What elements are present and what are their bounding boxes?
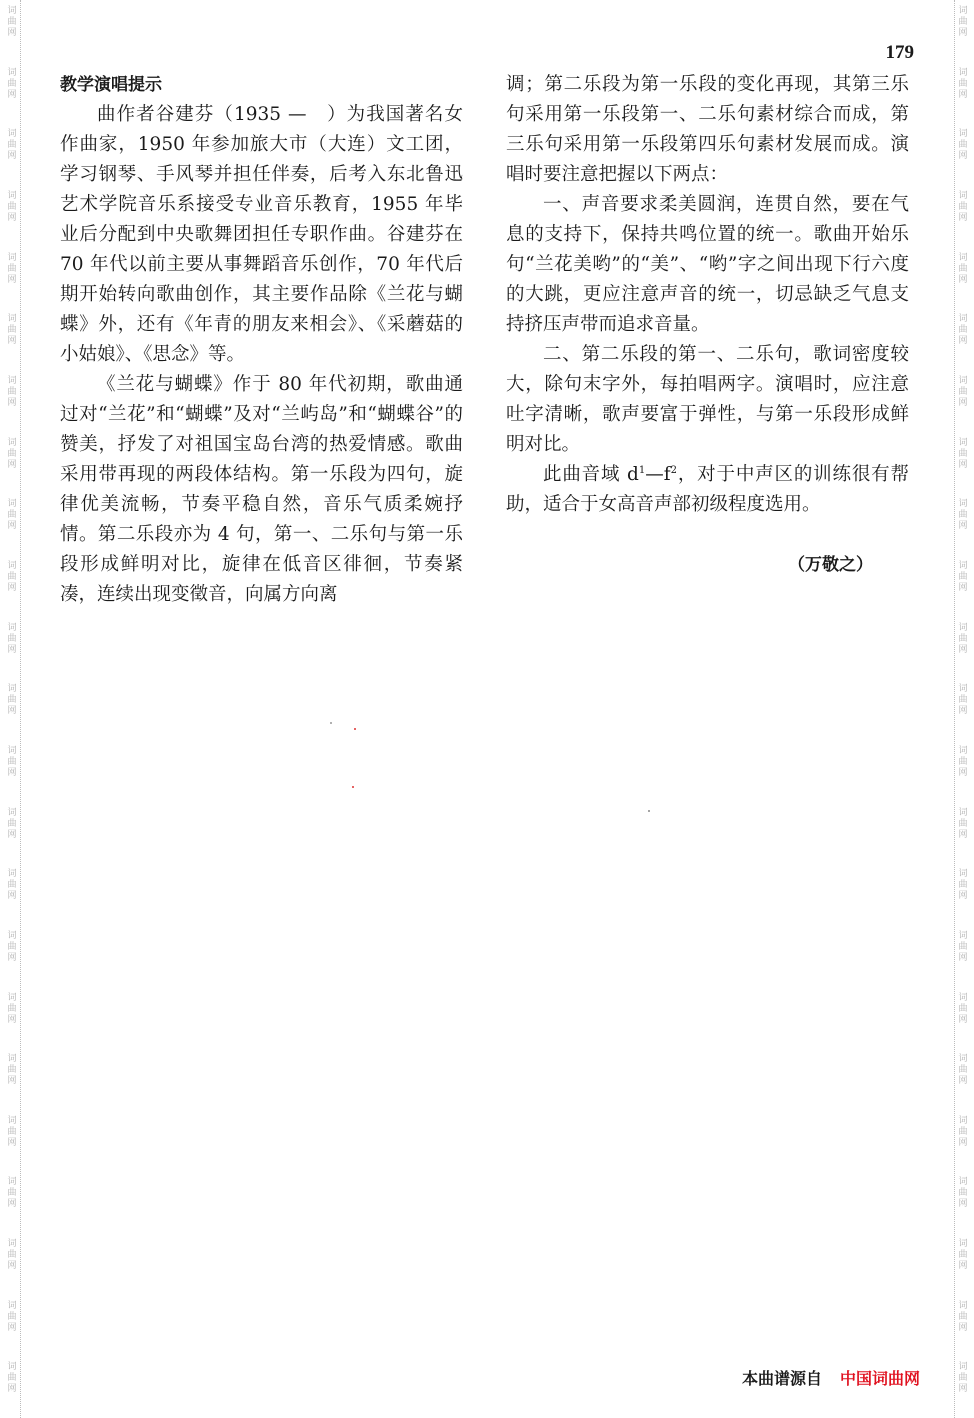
watermark-char: 曲 [958,695,968,706]
watermark-group [7,1356,16,1418]
watermark-char: 词 [958,6,968,16]
watermark-char: 曲 [958,1311,968,1322]
page-number: 179 [885,42,914,63]
watermark-char: 网 [958,1199,968,1210]
watermark-char: 曲 [958,1003,968,1014]
watermark-char: 曲 [7,880,17,891]
watermark-group [7,123,16,185]
watermark-char: 网 [958,89,968,100]
watermark-char: 曲 [7,1126,17,1137]
watermark-char: 词 [7,1300,17,1311]
watermark-group [958,493,967,555]
watermark-char: 曲 [958,1373,968,1384]
watermark-char: 词 [958,992,968,1003]
watermark-group [958,0,967,62]
left-column [60,70,463,610]
watermark-group [7,987,16,1049]
watermark-char: 曲 [958,263,968,274]
watermark-char: 网 [958,1322,968,1333]
watermark-group [7,1110,16,1172]
watermark-char: 词 [7,499,17,510]
watermark-group [958,1233,967,1295]
watermark-char: 词 [958,622,968,633]
watermark-char: 网 [7,952,17,963]
author-signature: （万敬之） [788,555,873,575]
watermark-char: 网 [7,1322,17,1333]
watermark-char: 词 [7,1177,17,1188]
watermark-char: 曲 [7,17,17,27]
range-sup-1: 1 [638,464,646,476]
watermark-char: 网 [958,1384,968,1395]
watermark-char: 曲 [7,941,17,952]
paragraph-point-two: 二、第二乐段的第一、二乐句，歌词密度较大，除句末字外，每拍唱两字。演唱时，应注意吐字清晰，歌声要富于弹性，与第一乐段形成鲜明对比。 [506,344,909,455]
watermark-char: 网 [958,1076,968,1087]
source-footer [742,1366,920,1389]
watermark-group [958,678,967,740]
watermark-char: 曲 [7,633,17,644]
watermark-char: 词 [7,67,17,78]
watermark-char: 网 [7,397,17,408]
watermark-char: 网 [958,891,968,902]
watermark-char: 曲 [958,941,968,952]
watermark-char: 词 [7,1362,17,1373]
watermark-char: 网 [958,336,968,347]
right-watermark-strip [954,0,971,1418]
watermark-char: 词 [7,807,17,818]
watermark-group [7,370,16,432]
watermark-char: 词 [958,560,968,571]
watermark-char: 网 [958,706,968,717]
source-site-link[interactable]: 中国词曲网 [840,1369,921,1388]
watermark-group [958,1048,967,1110]
watermark-char: 词 [958,375,968,386]
watermark-group [958,247,967,309]
watermark-char: 曲 [7,1065,17,1076]
watermark-group [958,123,967,185]
watermark-char: 网 [7,212,17,223]
watermark-group [958,617,967,679]
watermark-char: 网 [958,397,968,408]
watermark-char: 词 [7,930,17,941]
range-dash: —f [645,464,671,485]
watermark-char: 网 [7,151,17,162]
watermark-char: 词 [7,1054,17,1065]
watermark-char: 曲 [958,325,968,336]
watermark-group [7,1295,16,1357]
watermark-char: 曲 [7,1188,17,1199]
watermark-char: 网 [7,767,17,778]
source-label: 本曲谱源自 [742,1369,823,1388]
watermark-char: 词 [958,1054,968,1065]
watermark-char: 曲 [958,386,968,397]
watermark-group [7,617,16,679]
watermark-char: 曲 [958,510,968,521]
watermark-char: 词 [7,992,17,1003]
watermark-char: 词 [958,437,968,448]
watermark-group [7,493,16,555]
watermark-char: 网 [958,582,968,593]
watermark-char: 曲 [7,756,17,767]
watermark-char: 词 [7,745,17,756]
watermark-char: 网 [7,521,17,532]
scan-speck [330,722,332,724]
watermark-char: 曲 [958,818,968,829]
watermark-char: 曲 [7,571,17,582]
watermark-char: 网 [7,1076,17,1087]
watermark-char: 网 [7,829,17,840]
watermark-char: 曲 [7,201,17,212]
watermark-char: 词 [7,869,17,880]
watermark-char: 词 [7,252,17,263]
watermark-char: 网 [958,521,968,532]
watermark-char: 曲 [958,880,968,891]
scan-speck [648,810,650,812]
watermark-group [958,987,967,1049]
watermark-char: 网 [7,28,17,38]
watermark-group [958,1110,967,1172]
watermark-char: 词 [958,1362,968,1373]
watermark-group [958,740,967,802]
watermark-char: 曲 [958,633,968,644]
watermark-char: 词 [7,6,17,16]
watermark-char: 词 [7,375,17,386]
paragraph-composer-bio: 曲作者谷建芬（1935 — ）为我国著名女作曲家，1950 年参加旅大市（大连）文工团，学习钢琴、手风琴并担任伴奏，后考入东北鲁迅艺术学院音乐系接受专业音乐教育，1955 年毕业后分配到中央歌舞团担任专职作曲。谷建芬在 70 年代以前主要从事舞蹈音乐创作，70 年代后期开始转向歌曲创作，其主要作品除《兰花与蝴蝶》外，还有《年青的朋友来相会》、《采蘑菇的小姑娘》、《思念》等。 [60,104,463,365]
watermark-char: 词 [7,622,17,633]
watermark-group [7,185,16,247]
watermark-char: 网 [7,891,17,902]
watermark-group [7,62,16,124]
watermark-group [958,432,967,494]
watermark-char: 网 [7,1384,17,1395]
watermark-group [958,1295,967,1357]
watermark-char: 网 [958,1261,968,1272]
watermark-group [958,1356,967,1418]
paragraph-continuation: 调；第二乐段为第一乐段的变化再现，其第三乐句采用第一乐段第一、二乐句素材综合而成，第三乐句采用第一乐段第四乐句素材发展而成。演唱时要注意把握以下两点： [506,74,909,185]
watermark-char: 曲 [7,1003,17,1014]
watermark-char: 网 [958,1137,968,1148]
watermark-char: 词 [958,1177,968,1188]
watermark-char: 曲 [7,448,17,459]
watermark-char: 曲 [958,448,968,459]
watermark-group [958,185,967,247]
watermark-char: 曲 [958,1188,968,1199]
watermark-group [7,1048,16,1110]
watermark-group [958,863,967,925]
watermark-group [958,1171,967,1233]
watermark-group [958,62,967,124]
watermark-char: 曲 [7,140,17,151]
watermark-char: 词 [958,67,968,78]
watermark-char: 曲 [7,263,17,274]
watermark-char: 词 [958,745,968,756]
watermark-char: 网 [7,644,17,655]
watermark-char: 词 [958,129,968,140]
paragraph-vocal-range [506,460,909,520]
watermark-group [7,432,16,494]
paragraph-song-analysis: 《兰花与蝴蝶》作于 80 年代初期，歌曲通过对“兰花”和“蝴蝶”及对“兰屿岛”和“蝴蝶谷”的赞美，抒发了对祖国宝岛台湾的热爱情感。歌曲采用带再现的两段体结构。第一乐段为四句，旋律优美流畅，节奏平稳自然，音乐气质柔婉抒情。第二乐段亦为 4 句，第一、二乐句与第一乐段形成鲜明对比，旋律在低音区徘徊，节奏紧凑，连续出现变徵音，向属方向离 [60,374,463,605]
range-sup-2: 2 [670,464,677,476]
watermark-char: 网 [7,1014,17,1025]
watermark-char: 网 [7,582,17,593]
watermark-group [7,1171,16,1233]
watermark-char: 曲 [7,1373,17,1384]
range-prefix: 此曲音域 d [543,464,639,485]
watermark-group [7,925,16,987]
watermark-group [7,740,16,802]
watermark-char: 网 [958,151,968,162]
watermark-group [7,0,16,62]
watermark-char: 网 [7,89,17,100]
watermark-char: 网 [7,1199,17,1210]
watermark-char: 曲 [958,78,968,89]
watermark-char: 网 [7,459,17,470]
watermark-char: 曲 [958,756,968,767]
watermark-char: 词 [958,869,968,880]
watermark-char: 网 [958,952,968,963]
watermark-char: 网 [958,459,968,470]
watermark-char: 词 [958,252,968,263]
watermark-group [7,863,16,925]
watermark-char: 网 [958,1014,968,1025]
watermark-char: 曲 [958,571,968,582]
watermark-char: 网 [958,212,968,223]
watermark-group [958,802,967,864]
watermark-char: 词 [958,1300,968,1311]
watermark-char: 网 [7,1137,17,1148]
watermark-group [958,555,967,617]
right-column [506,70,909,520]
watermark-group [958,925,967,987]
watermark-char: 曲 [958,140,968,151]
watermark-group [7,678,16,740]
watermark-char: 曲 [7,510,17,521]
watermark-group [958,308,967,370]
watermark-char: 词 [958,807,968,818]
watermark-char: 网 [7,706,17,717]
watermark-char: 词 [958,1115,968,1126]
watermark-char: 词 [7,190,17,201]
watermark-char: 词 [7,437,17,448]
paragraph-point-one: 一、声音要求柔美圆润，连贯自然，要在气息的支持下，保持共鸣位置的统一。歌曲开始乐句“兰花美哟”的“美”、“哟”字之间出现下行六度的大跳，更应注意声音的统一，切忌缺乏气息支持挤压声带而追求音量。 [506,194,909,335]
scan-speck [354,728,356,730]
watermark-char: 曲 [958,201,968,212]
watermark-char: 词 [7,129,17,140]
watermark-char: 词 [958,1239,968,1250]
watermark-char: 词 [7,560,17,571]
watermark-char: 网 [958,28,968,38]
watermark-char: 网 [958,644,968,655]
section-heading: 教学演唱提示 [60,75,162,95]
watermark-char: 词 [7,314,17,325]
watermark-group [7,247,16,309]
watermark-char: 曲 [7,78,17,89]
watermark-char: 词 [958,684,968,695]
watermark-char: 网 [7,336,17,347]
watermark-char: 曲 [958,1250,968,1261]
watermark-char: 网 [7,274,17,285]
watermark-char: 词 [958,499,968,510]
watermark-char: 词 [7,1239,17,1250]
watermark-group [7,802,16,864]
watermark-char: 词 [7,1115,17,1126]
watermark-group [958,370,967,432]
watermark-char: 网 [958,767,968,778]
watermark-char: 网 [958,829,968,840]
scan-speck [352,786,354,788]
watermark-group [7,308,16,370]
watermark-char: 曲 [958,1065,968,1076]
watermark-char: 曲 [7,1311,17,1322]
watermark-char: 词 [958,314,968,325]
watermark-group [7,1233,16,1295]
watermark-char: 曲 [7,386,17,397]
watermark-char: 网 [958,274,968,285]
watermark-char: 词 [958,930,968,941]
watermark-char: 曲 [7,325,17,336]
watermark-char: 曲 [7,818,17,829]
watermark-char: 曲 [7,695,17,706]
watermark-char: 曲 [7,1250,17,1261]
range-suffix: ，对于中声区的训练很有帮助，适合于女高音声部初级程度选用。 [506,464,909,515]
watermark-char: 词 [958,190,968,201]
left-watermark-strip [4,0,21,1418]
watermark-char: 词 [7,684,17,695]
watermark-group [7,555,16,617]
watermark-char: 曲 [958,1126,968,1137]
watermark-char: 曲 [958,17,968,27]
watermark-char: 网 [7,1261,17,1272]
